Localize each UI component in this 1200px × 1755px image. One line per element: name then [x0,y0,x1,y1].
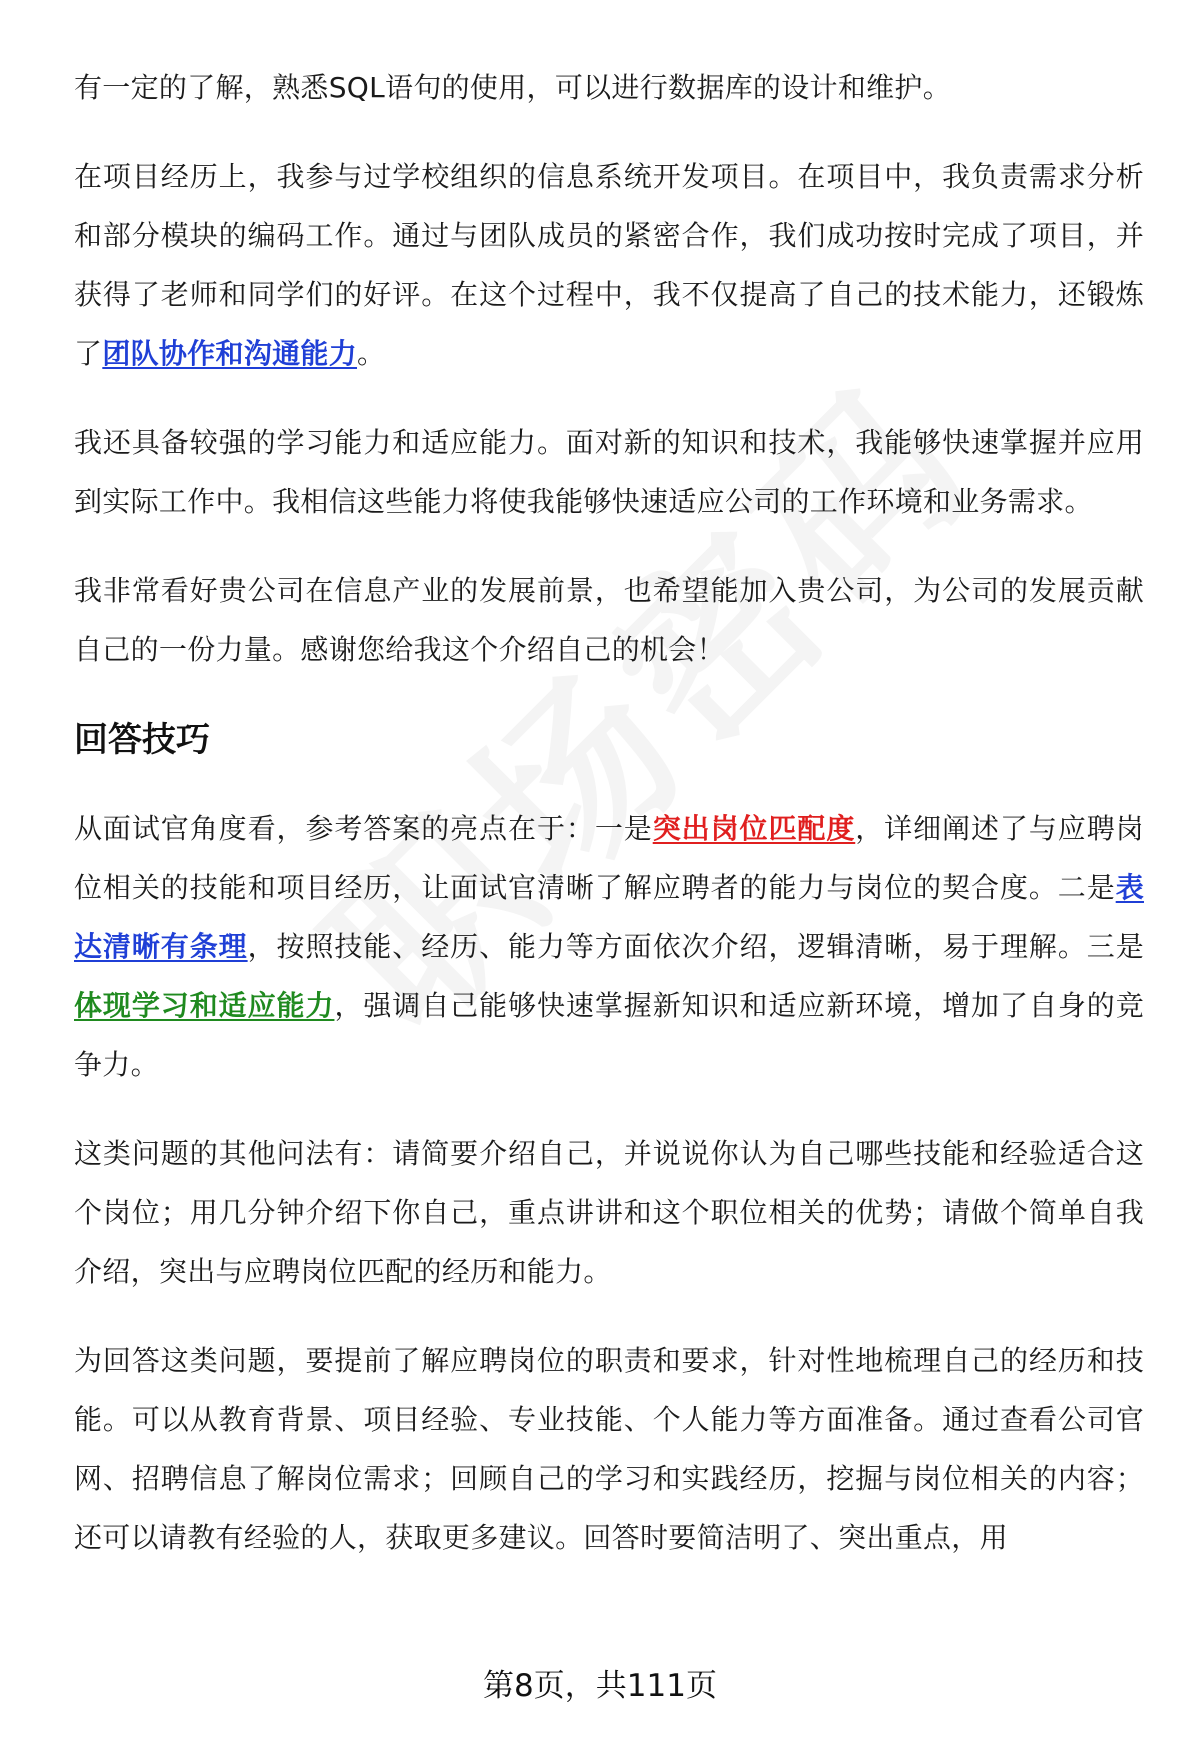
paragraph-text: ，按照技能、经历、能力等方面依次介绍，逻辑清晰，易于理解。三是 [247,930,1144,963]
paragraph-project-experience [74,147,1144,383]
paragraph-text: ，强调自己能够快速掌握新知识和适应新环境，增加了自身的竞争力。 [74,989,1145,1081]
document-page [74,58,1144,1597]
paragraph-text: 在项目经历上，我参与过学校组织的信息系统开发项目。在项目中，我负责需求分析和部分模块的编码工作。通过与团队成员的紧密合作，我们成功按时完成了项目，并获得了老师和同学们的好评。在这个过程中，我不仅提高了自己的技术能力，还锻炼了 [74,160,1144,370]
paragraph-closing: 我非常看好贵公司在信息产业的发展前景，也希望能加入贵公司，为公司的发展贡献自己的一份力量。感谢您给我这个介绍自己的机会！ [74,574,1144,666]
paragraph-text: 。 [357,337,386,370]
highlight-learning-adapt: 体现学习和适应能力 [74,989,335,1022]
paragraph-alternative-questions: 这类问题的其他问法有：请简要介绍自己，并说说你认为自己哪些技能和经验适合这个岗位；用几分钟介绍下你自己，重点讲讲和这个职位相关的优势；请做个简单自我介绍，突出与应聘岗位匹配的经历和能力。 [74,1137,1144,1288]
paragraph-highlights [74,799,1144,1094]
paragraph-text: ，详细阐述了与应聘岗位相关的技能和项目经历，让面试官清晰了解应聘者的能力与岗位的契合度。二是 [74,812,1144,904]
paragraph-learning-ability: 我还具备较强的学习能力和适应能力。面对新的知识和技术，我能够快速掌握并应用到实际工作中。我相信这些能力将使我能够快速适应公司的工作环境和业务需求。 [74,426,1144,518]
highlight-job-match: 突出岗位匹配度 [652,812,856,845]
paragraph-text: 从面试官角度看，参考答案的亮点在于：一是 [74,812,653,845]
page-number-footer: 第8页，共111页 [483,1668,717,1704]
highlight-clear-expression: 表达清晰有条理 [74,871,1144,963]
paragraph-database-skills: 有一定的了解，熟悉SQL语句的使用，可以进行数据库的设计和维护。 [74,71,952,104]
highlight-teamwork: 团队协作和沟通能力 [102,337,358,370]
paragraph-preparation-tips: 为回答这类问题，要提前了解应聘岗位的职责和要求，针对性地梳理自己的经历和技能。可以从教育背景、项目经验、专业技能、个人能力等方面准备。通过查看公司官网、招聘信息了解岗位需求；回顾自己的学习和实践经历，挖掘与岗位相关的内容；还可以请教有经验的人，获取更多建议。回答时要简洁明了、突出重点，用 [74,1344,1144,1554]
section-heading: 回答技巧 [74,720,210,760]
